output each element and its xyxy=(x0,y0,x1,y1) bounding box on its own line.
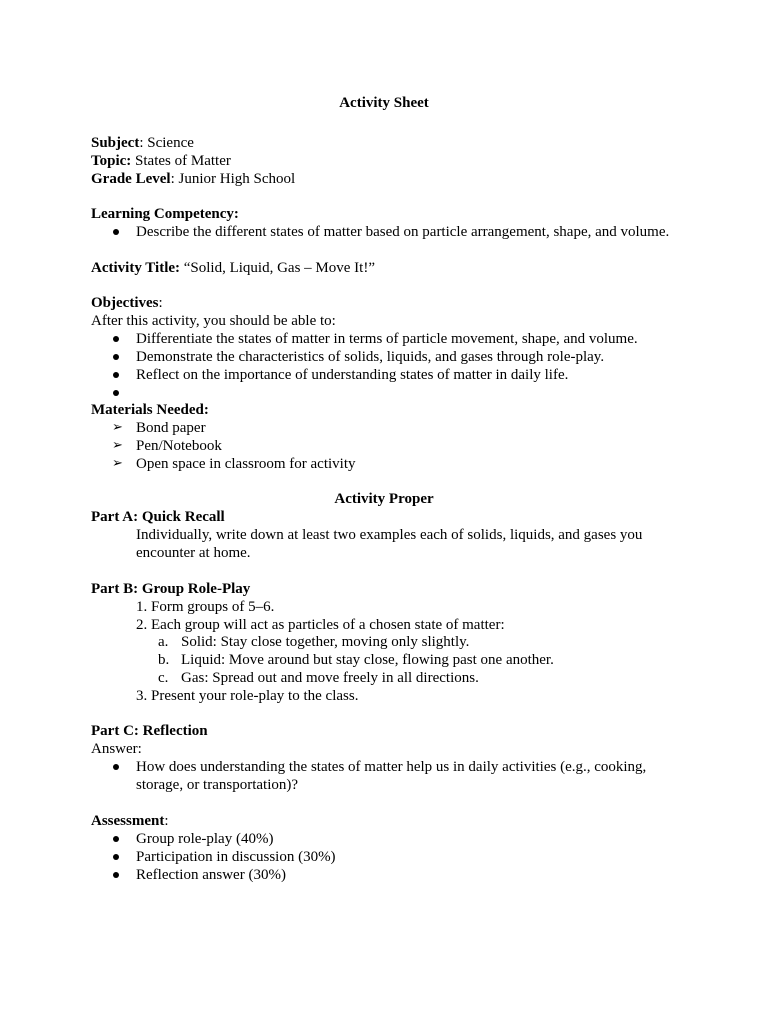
bullet-icon xyxy=(113,872,119,878)
part-b-step: 2. Each group will act as particles of a chosen state of matter: xyxy=(136,617,505,633)
bullet-icon xyxy=(113,372,119,378)
objectives-heading: Objectives: xyxy=(91,295,163,311)
part-b-heading: Part B: Group Role-Play xyxy=(91,581,251,597)
objective-item: Reflect on the importance of understanding states of matter in daily life. xyxy=(136,367,569,383)
sub-marker: c. xyxy=(158,670,169,686)
bullet-icon xyxy=(113,836,119,842)
part-a-text: encounter at home. xyxy=(136,545,251,561)
objective-item: Differentiate the states of matter in terms of particle movement, shape, and volume. xyxy=(136,331,638,347)
bullet-icon xyxy=(113,390,119,396)
bullet-icon xyxy=(113,354,119,360)
sub-item: Liquid: Move around but stay close, flowing past one another. xyxy=(181,652,554,668)
sub-marker: a. xyxy=(158,634,169,650)
answer-label: Answer: xyxy=(91,741,142,757)
bullet-icon xyxy=(113,229,119,235)
objective-item: Demonstrate the characteristics of solids, liquids, and gases through role-play. xyxy=(136,349,605,365)
sub-item: Solid: Stay close together, moving only slightly. xyxy=(181,634,470,650)
bullet-icon xyxy=(113,854,119,860)
arrow-bullet-icon: ➢ xyxy=(112,438,123,453)
part-a-text: Individually, write down at least two examples each of solids, liquids, and gases you xyxy=(136,527,643,543)
reflection-question: How does understanding the states of matter help us in daily activities (e.g., cooking, xyxy=(136,759,647,775)
material-item: Pen/Notebook xyxy=(136,438,222,454)
material-item: Bond paper xyxy=(136,420,206,436)
arrow-bullet-icon: ➢ xyxy=(112,456,123,471)
assessment-item: Group role-play (40%) xyxy=(136,831,274,847)
part-b-step: 3. Present your role-play to the class. xyxy=(136,688,359,704)
sub-marker: b. xyxy=(158,652,170,668)
competency-item: Describe the different states of matter based on particle arrangement, shape, and volume. xyxy=(136,224,670,240)
reflection-question: storage, or transportation)? xyxy=(136,777,299,793)
activity-proper-heading: Activity Proper xyxy=(334,491,434,507)
objectives-intro: After this activity, you should be able to: xyxy=(91,313,336,329)
assessment-heading: Assessment: xyxy=(91,813,169,829)
topic-line: Topic: States of Matter xyxy=(91,153,231,169)
part-b-step: 1. Form groups of 5–6. xyxy=(136,599,275,615)
subject-line: Subject: Science xyxy=(91,135,194,151)
assessment-item: Reflection answer (30%) xyxy=(136,867,286,883)
assessment-item: Participation in discussion (30%) xyxy=(136,849,336,865)
competency-heading: Learning Competency: xyxy=(91,206,239,222)
materials-heading: Materials Needed: xyxy=(91,402,209,418)
part-c-heading: Part C: Reflection xyxy=(91,723,208,739)
part-a-heading: Part A: Quick Recall xyxy=(91,509,225,525)
bullet-icon xyxy=(113,336,119,342)
document-title: Activity Sheet xyxy=(339,95,429,111)
sub-item: Gas: Spread out and move freely in all directions. xyxy=(181,670,479,686)
arrow-bullet-icon: ➢ xyxy=(112,420,123,435)
material-item: Open space in classroom for activity xyxy=(136,456,356,472)
bullet-icon xyxy=(113,764,119,770)
grade-level-line: Grade Level: Junior High School xyxy=(91,171,296,187)
activity-title-line: Activity Title: “Solid, Liquid, Gas – Move It!” xyxy=(91,260,375,276)
